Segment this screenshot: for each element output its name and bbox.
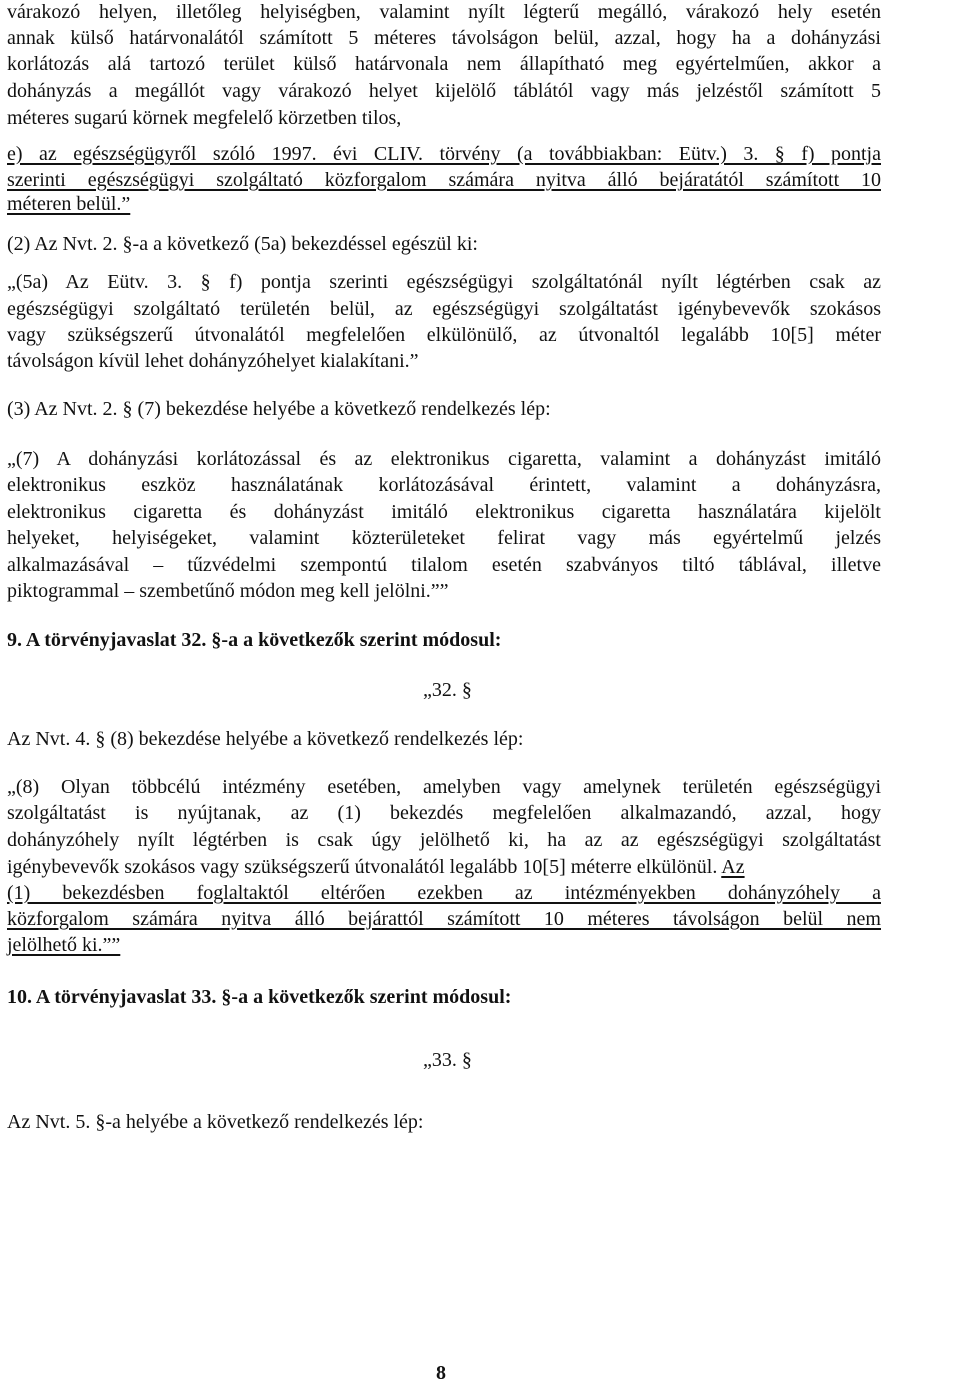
text-line: elektronikus eszköz használatának korlátozásával érintett, valamint a dohányzásra, bbox=[7, 474, 881, 496]
paragraph-heading: Az Nvt. 5. §-a helyébe a következő rendelkezés lép: bbox=[7, 1111, 424, 1133]
section-heading: 10. A törvényjavaslat 33. §-a a következők szerint módosul: bbox=[7, 986, 512, 1008]
text-line-underlined: jelölhető ki.”” bbox=[7, 934, 121, 956]
paragraph-heading: (2) Az Nvt. 2. §-a a következő (5a) bekezdéssel egészül ki: bbox=[7, 233, 478, 255]
text-line: elektronikus cigaretta és dohányzást imitáló elektronikus cigaretta használatára kijelölt bbox=[7, 501, 881, 523]
section-number: „32. § bbox=[423, 679, 472, 701]
text-line: méteres sugarú körnek megfelelő körzetben tilos, bbox=[7, 107, 402, 129]
text-line: korlátozás alá tartozó terület külső határvonala nem állapítható meg egyértelműen, akkor a bbox=[7, 53, 881, 75]
text-line: dohányzás a megállót vagy várakozó helyet kijelölő táblától vagy más jelzéstől számított 5 bbox=[7, 80, 881, 102]
text-line: várakozó helyen, illetőleg helyiségben, valamint nyílt légterű megálló, várakozó hely esetén bbox=[7, 1, 881, 23]
text-line: vagy szükségszerű útvonalától megfelelően elkülönülő, az útvonaltól legalább 10[5] méter bbox=[7, 324, 881, 346]
text-line: szolgáltatást is nyújtanak, az (1) bekezdés megfelelően alkalmazandó, azzal, hogy bbox=[7, 802, 881, 824]
text-line-underlined: közforgalom számára nyitva álló bejárattól számított 10 méteres távolságon belül nem bbox=[7, 908, 881, 930]
text-line: annak külső határvonalától számított 5 méteres távolságon belül, azzal, hogy ha a dohányzási bbox=[7, 27, 881, 49]
text-line: „(8) Olyan többcélú intézmény esetében, amelyben vagy amelynek területén egészségügyi bbox=[7, 776, 881, 798]
paragraph-heading: Az Nvt. 4. § (8) bekezdése helyébe a következő rendelkezés lép: bbox=[7, 728, 524, 750]
text-segment: igénybevevők szokásos vagy szükségszerű útvonalától legalább 10[5] méterre elkülönül. bbox=[7, 856, 718, 878]
text-line: helyeket, helyiségeket, valamint közterületeket felirat vagy más egyértelmű jelzés bbox=[7, 527, 881, 549]
text-line: „(7) A dohányzási korlátozással és az elektronikus cigaretta, valamint a dohányzást imitáló bbox=[7, 448, 881, 470]
paragraph-heading: (3) Az Nvt. 2. § (7) bekezdése helyébe a következő rendelkezés lép: bbox=[7, 398, 551, 420]
text-line bbox=[7, 855, 745, 879]
text-line: „(5a) Az Eütv. 3. § f) pontja szerinti egészségügyi szolgáltatónál nyílt légtérben csak az bbox=[7, 271, 881, 293]
section-heading: 9. A törvényjavaslat 32. §-a a következők szerint módosul: bbox=[7, 629, 502, 651]
text-line: alkalmazásával – tűzvédelmi szempontú tilalom esetén szabványos tiltó táblával, illetve bbox=[7, 554, 881, 576]
text-line-underlined: méteren belül.” bbox=[7, 193, 131, 215]
text-line: egészségügyi szolgáltató területén belül, az egészségügyi szolgáltatást igénybevevők szokásos bbox=[7, 298, 881, 320]
text-segment-underlined: Az bbox=[721, 856, 745, 878]
page-number: 8 bbox=[436, 1362, 446, 1384]
text-line: dohányzóhely nyílt légtérben is csak úgy jelölhető ki, ha az az egészségügyi szolgáltatást bbox=[7, 829, 881, 851]
text-line: távolságon kívül lehet dohányzóhelyet kialakítani.” bbox=[7, 350, 419, 372]
section-number: „33. § bbox=[423, 1049, 472, 1071]
text-line-underlined: szerinti egészségügyi szolgáltató közforgalom számára nyitva álló bejáratától számított 10 bbox=[7, 169, 881, 191]
text-line: piktogrammal – szembetűnő módon meg kell jelölni.”” bbox=[7, 580, 449, 602]
text-line-underlined: (1) bekezdésben foglaltaktól eltérően ezekben az intézményekben dohányzóhely a bbox=[7, 882, 881, 904]
text-line-underlined: e) az egészségügyről szóló 1997. évi CLIV. törvény (a továbbiakban: Eütv.) 3. § f) pontja bbox=[7, 143, 881, 165]
